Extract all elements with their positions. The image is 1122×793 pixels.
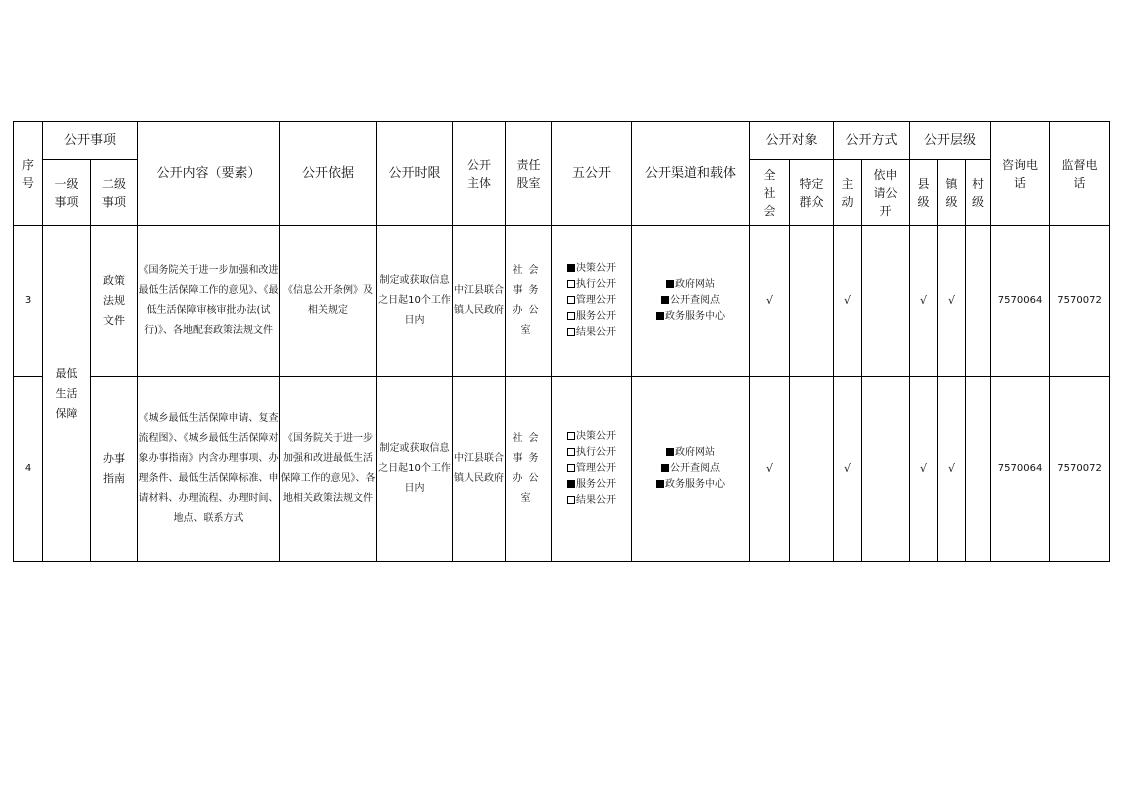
channel-item: 政务服务中心 (632, 309, 749, 325)
target-specific-check (790, 377, 834, 562)
header-office: 责任股室 (506, 122, 552, 226)
table-row (14, 377, 1110, 562)
checkbox-icon (567, 480, 575, 488)
office-cell: 社会事务办公室 (506, 226, 552, 377)
consult-phone: 7570064 (991, 226, 1050, 377)
header-content: 公开内容（要素） (138, 122, 280, 226)
disclosure-table (13, 121, 1110, 562)
channel-item: 公开查阅点 (632, 293, 749, 309)
target-all-check: √ (750, 226, 790, 377)
checkbox-icon (567, 312, 575, 320)
basis-cell: 《国务院关于进一步加强和改进最低生活保障工作的意见》、各地相关政策法规文件 (280, 377, 377, 562)
header-method-group: 公开方式 (834, 122, 910, 160)
five-open-item: 执行公开 (552, 445, 631, 461)
channel-cell (632, 377, 750, 562)
checkbox-icon (567, 280, 575, 288)
target-all-check: √ (750, 377, 790, 562)
channel-item: 政务服务中心 (632, 477, 749, 493)
header-supervise-phone: 监督电话 (1050, 122, 1110, 226)
level-county-check: √ (910, 226, 938, 377)
consult-phone: 7570064 (991, 377, 1050, 562)
header-level-town: 镇级 (938, 160, 966, 226)
five-open-item: 服务公开 (552, 477, 631, 493)
office-cell: 社会事务办公室 (506, 377, 552, 562)
five-open-item: 决策公开 (552, 429, 631, 445)
header-target-all: 全社会 (750, 160, 790, 226)
level-village-check (966, 226, 991, 377)
supervise-phone: 7570072 (1050, 377, 1110, 562)
filled-square-icon (661, 296, 669, 304)
level2-item: 办事指南 (91, 377, 138, 562)
time-limit-cell: 制定或获取信息之日起10个工作日内 (377, 377, 453, 562)
header-channel: 公开渠道和载体 (632, 122, 750, 226)
row-seq: 4 (14, 377, 43, 562)
header-target-group: 公开对象 (750, 122, 834, 160)
header-level2: 二级事项 (91, 160, 138, 226)
channel-item: 政府网站 (632, 277, 749, 293)
header-basis: 公开依据 (280, 122, 377, 226)
content-cell: 《国务院关于进一步加强和改进最低生活保障工作的意见》、《最低生活保障审核审批办法(试行)》、各地配套政策法规文件 (138, 226, 280, 377)
filled-square-icon (656, 480, 664, 488)
five-open-item: 管理公开 (552, 293, 631, 309)
level-village-check (966, 377, 991, 562)
header-level-group: 公开层级 (910, 122, 991, 160)
checkbox-icon (567, 464, 575, 472)
header-five-open: 五公开 (552, 122, 632, 226)
filled-square-icon (661, 464, 669, 472)
five-open-cell (552, 226, 632, 377)
row-seq: 3 (14, 226, 43, 377)
header-method-apply: 依申请公开 (862, 160, 910, 226)
checkbox-icon (567, 264, 575, 272)
filled-square-icon (666, 448, 674, 456)
header-item-group: 公开事项 (43, 122, 138, 160)
filled-square-icon (656, 312, 664, 320)
time-limit-cell: 制定或获取信息之日起10个工作日内 (377, 226, 453, 377)
channel-item: 公开查阅点 (632, 461, 749, 477)
header-level-county: 县级 (910, 160, 938, 226)
header-level-village: 村级 (966, 160, 991, 226)
checkbox-icon (567, 496, 575, 504)
five-open-item: 管理公开 (552, 461, 631, 477)
five-open-item: 结果公开 (552, 493, 631, 509)
subject-cell: 中江县联合镇人民政府 (453, 226, 506, 377)
subject-cell: 中江县联合镇人民政府 (453, 377, 506, 562)
checkbox-icon (567, 328, 575, 336)
level2-item: 政策法规文件 (91, 226, 138, 377)
channel-cell (632, 226, 750, 377)
header-level1: 一级事项 (43, 160, 91, 226)
header-seq: 序号 (14, 122, 43, 226)
level-town-check: √ (938, 377, 966, 562)
five-open-item: 决策公开 (552, 261, 631, 277)
header-subject: 公开主体 (453, 122, 506, 226)
five-open-item: 执行公开 (552, 277, 631, 293)
level-town-check: √ (938, 226, 966, 377)
five-open-item: 结果公开 (552, 325, 631, 341)
method-active-check: √ (834, 377, 862, 562)
target-specific-check (790, 226, 834, 377)
five-open-item: 服务公开 (552, 309, 631, 325)
method-apply-check (862, 377, 910, 562)
header-time-limit: 公开时限 (377, 122, 453, 226)
content-cell: 《城乡最低生活保障申请、复查流程图》、《城乡最低生活保障对象办事指南》内含办理事项、办理条件、最低生活保障标准、申请材料、办理流程、办理时间、地点、联系方式 (138, 377, 280, 562)
basis-cell: 《信息公开条例》及相关规定 (280, 226, 377, 377)
header-consult-phone: 咨询电话 (991, 122, 1050, 226)
checkbox-icon (567, 448, 575, 456)
method-active-check: √ (834, 226, 862, 377)
header-method-active: 主动 (834, 160, 862, 226)
checkbox-icon (567, 296, 575, 304)
header-target-specific: 特定群众 (790, 160, 834, 226)
checkbox-icon (567, 432, 575, 440)
method-apply-check (862, 226, 910, 377)
five-open-cell (552, 377, 632, 562)
filled-square-icon (666, 280, 674, 288)
level-county-check: √ (910, 377, 938, 562)
level1-item: 最低生活保障 (43, 226, 91, 562)
channel-item: 政府网站 (632, 445, 749, 461)
supervise-phone: 7570072 (1050, 226, 1110, 377)
table-row (14, 226, 1110, 377)
